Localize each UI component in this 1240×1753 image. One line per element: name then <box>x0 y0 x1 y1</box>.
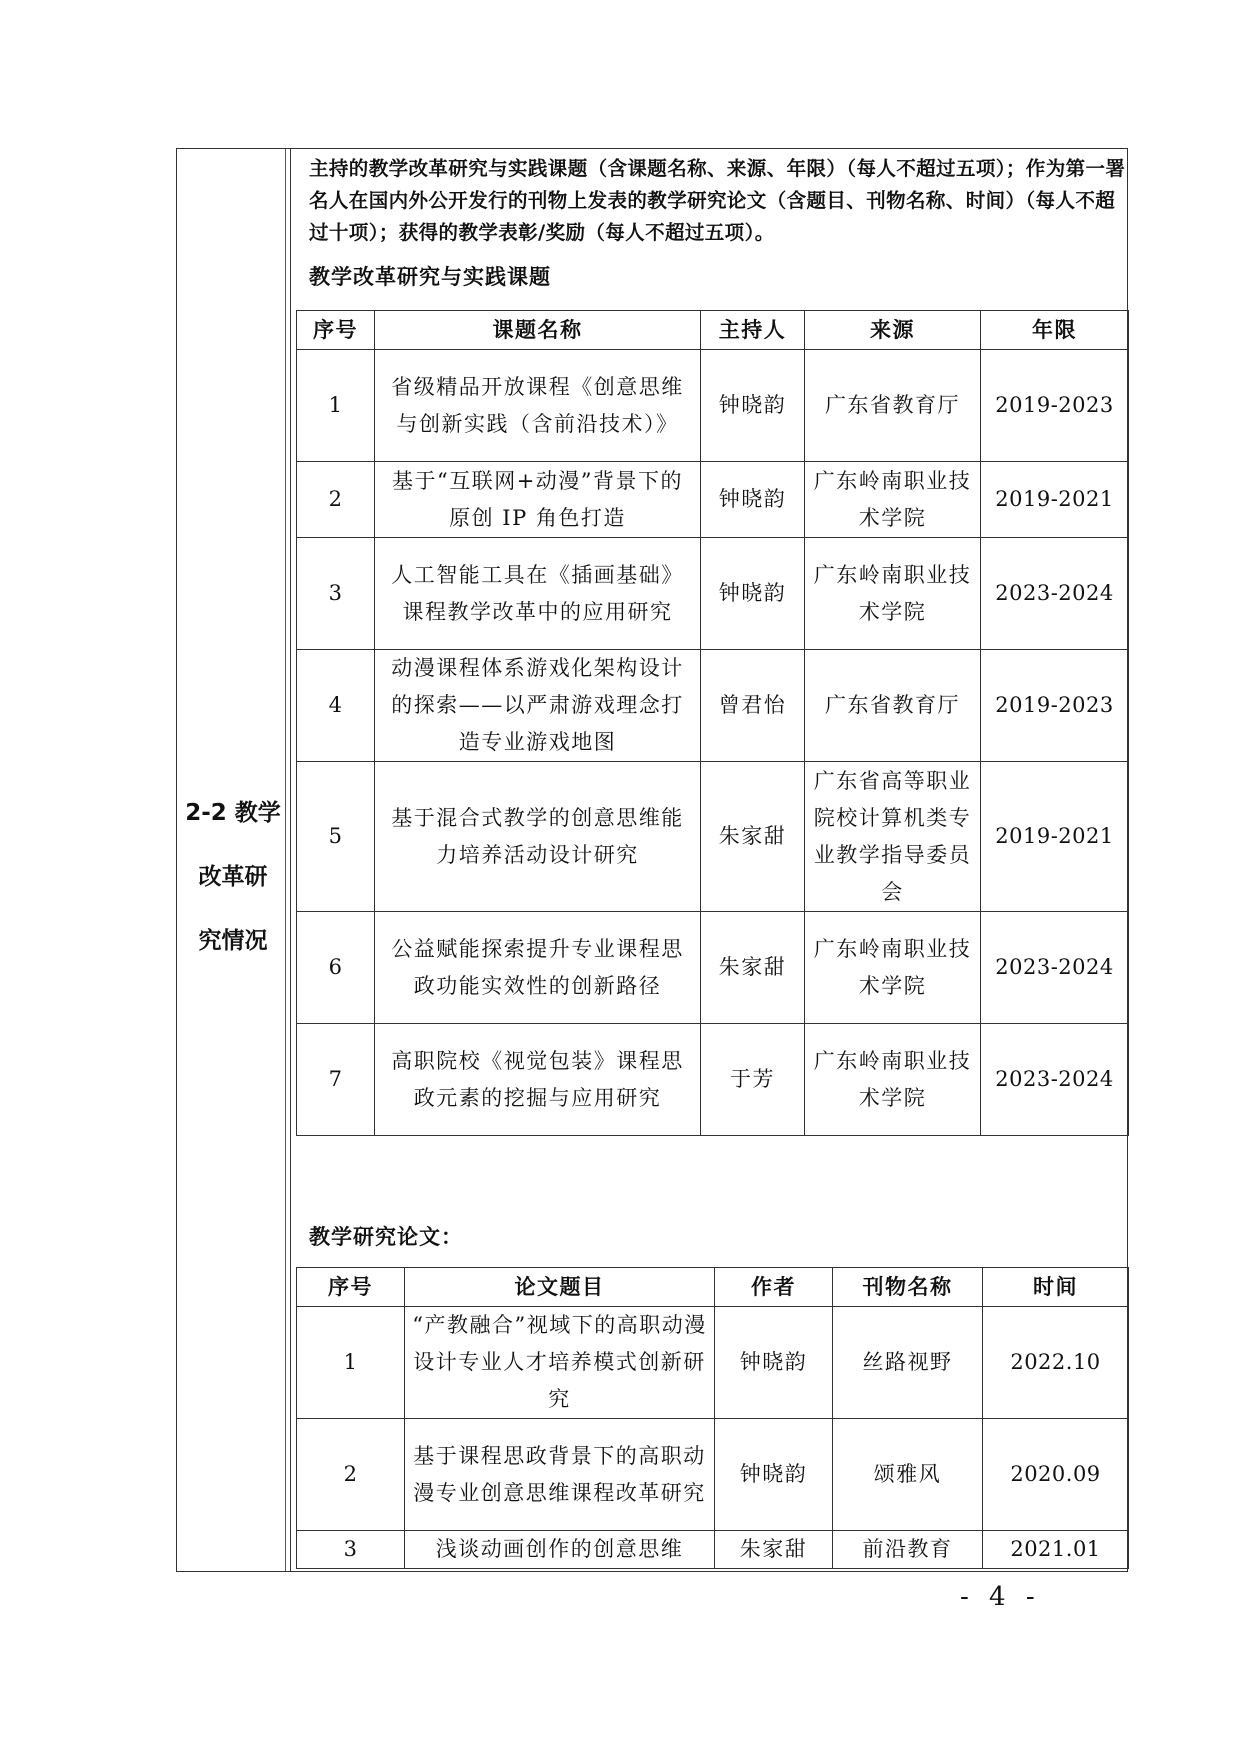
table-row: 3 人工智能工具在《插画基础》课程教学改革中的应用研究 钟晓韵 广东岭南职业技术学院 2023-2024 <box>297 538 1129 650</box>
table-row: 6 公益赋能探索提升专业课程思政功能实效性的创新路径 朱家甜 广东岭南职业技术学院 2023-2024 <box>297 912 1129 1024</box>
header-host: 主持人 <box>701 311 805 350</box>
table-row: 3 浅谈动画创作的创意思维 朱家甜 前沿教育 2021.01 <box>297 1531 1129 1569</box>
header-journal: 刊物名称 <box>833 1268 983 1307</box>
table-row: 1 省级精品开放课程《创意思维与创新实践（含前沿技术）》 钟晓韵 广东省教育厅 2019-2023 <box>297 350 1129 462</box>
table-header-row <box>297 311 1129 350</box>
table-row: 4 动漫课程体系游戏化架构设计的探索——以严肃游戏理念打造专业游戏地图 曾君怡 广东省教育厅 2019-2023 <box>297 650 1129 762</box>
header-source: 来源 <box>805 311 981 350</box>
table-row: 5 基于混合式教学的创意思维能力培养活动设计研究 朱家甜 广东省高等职业院校计算机类专业教学指导委员会 2019-2021 <box>297 762 1129 912</box>
section-label-column <box>177 149 291 1571</box>
header-title: 论文题目 <box>405 1268 715 1307</box>
papers-heading: 教学研究论文： <box>309 1225 463 1249</box>
section-label: 2-2 教学 改革研 究情况 <box>185 800 281 954</box>
instruction-text: 主持的教学改革研究与实践课题（含课题名称、来源、年限）（每人不超过五项）；作为第一署名人在国内外公开发行的刊物上发表的教学研究论文（含题目、刊物名称、时间）（每人不超过十项）；获得的教学表彰/奖励（每人不超过五项）。 <box>309 157 1126 244</box>
table-row: 1 “产教融合”视域下的高职动漫设计专业人才培养模式创新研究 钟晓韵 丝路视野 2022.10 <box>297 1307 1129 1419</box>
header-name: 课题名称 <box>375 311 701 350</box>
header-author: 作者 <box>715 1268 833 1307</box>
table-header-row <box>297 1268 1129 1307</box>
papers-table <box>296 1267 1129 1569</box>
table-row: 2 基于“互联网+动漫”背景下的原创 IP 角色打造 钟晓韵 广东岭南职业技术学院 2019-2021 <box>297 462 1129 538</box>
table-row: 7 高职院校《视觉包装》课程思政元素的挖掘与应用研究 于芳 广东岭南职业技术学院 2023-2024 <box>297 1024 1129 1136</box>
table-row: 2 基于课程思政背景下的高职动漫专业创意思维课程改革研究 钟晓韵 颂雅风 2020.09 <box>297 1419 1129 1531</box>
header-date: 时间 <box>983 1268 1129 1307</box>
page-number: - 4 - <box>960 1582 1041 1612</box>
header-years: 年限 <box>981 311 1129 350</box>
form-table-frame <box>176 148 1128 1572</box>
header-no: 序号 <box>297 311 375 350</box>
projects-table <box>296 310 1129 1136</box>
header-no: 序号 <box>297 1268 405 1307</box>
projects-heading: 教学改革研究与实践课题 <box>309 265 551 289</box>
